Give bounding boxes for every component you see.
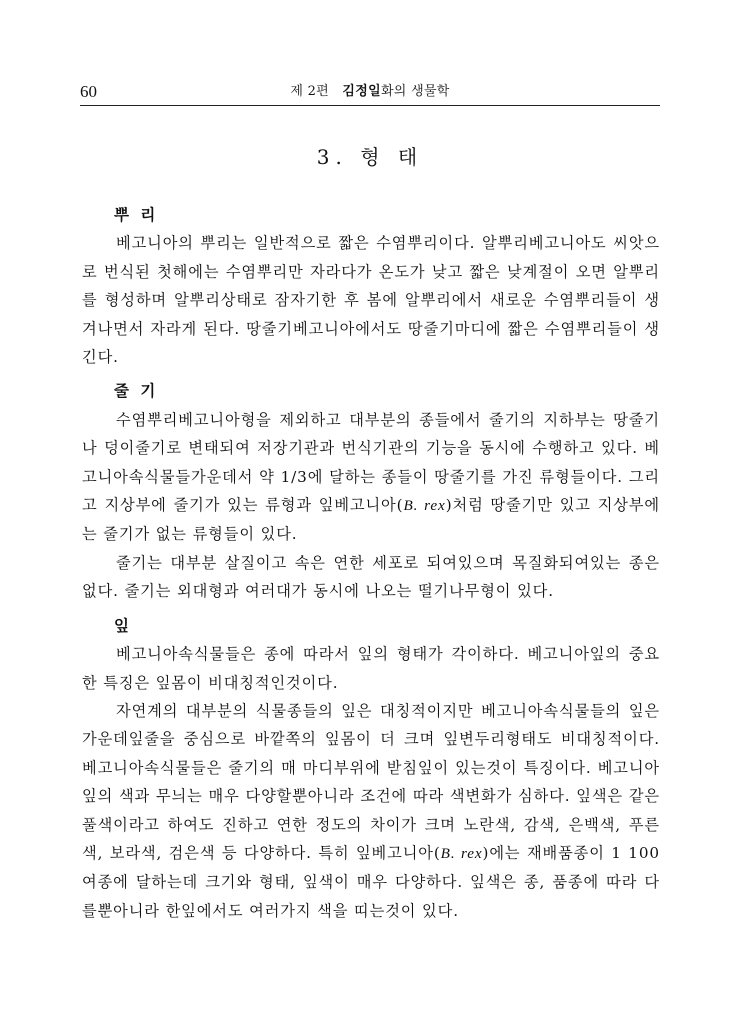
chapter-title: 3. 형 태: [316, 145, 424, 169]
leaf-text-close: ): [482, 843, 490, 862]
section-heading-roots: 뿌 리: [114, 205, 159, 224]
paragraph-roots: 베고니아의 뿌리는 일반적으로 짧은 수염뿌리이다. 알뿌리베고니아도 씨앗으로 번식된 첫해에는 수염뿌리만 자라다가 온도가 낮고 짧은 낮계절이 오면 알뿌리를 형성하며 알뿌리상태로 잠자기한 후 봄에 알뿌리에서 새로운 수염뿌리들이 생겨나면서 자라게 된다. 땅줄기베고니아에서도 땅줄기마디에 짧은 수염뿌리들이 생긴다.: [82, 234, 660, 367]
species-name: B. rex: [440, 844, 483, 862]
stem-text-a: 수염뿌리베고니아형을 제외하고 대부분의 종들에서 줄기의 지하부는 땅줄기나 덩이줄기로 변태되여 저장기관과 번식기관의 기능을 동시에 수행하고 있다. 베고니아속식물들가운데서 약 1/3에 달하는 종들이 땅줄기를 가진 류형들이다. 그리고 지상부에 줄기가 있는 류형과 잎베고니아(: [82, 410, 660, 515]
body-text: [82, 201, 660, 925]
part-title-bold: 김정일: [342, 84, 381, 99]
section-heading-stem: 줄 기: [114, 381, 159, 401]
paragraph-stem-2: 줄기는 대부분 살질이고 속은 연한 세포로 되여있으며 목질화되여있는 종은 없다. 줄기는 외대형과 여러대가 동시에 나오는 떨기나무형이 있다.: [82, 553, 660, 601]
running-head-title: [80, 82, 660, 102]
part-title-rest: 화의 생물학: [380, 84, 450, 99]
page-number: 60: [80, 82, 97, 101]
leaf-text-a: 자연계의 대부분의 식물종들의 잎은 대칭적이지만 베고니아속식물들의 잎은 가운데잎줄을 중심으로 바깥쪽의 잎몸이 더 크며 잎변두리형태도 비대칭적이다. 베고니아속식물들은 줄기의 매 마디부위에 받침잎이 있는것이 특징이다. 베고니아잎의 색과 무늬는 매우 다양할뿐아니라 조건에 따라 색변화가 심하다. 잎색은 같은 풀색이라고 하여도 진하고 연한 정도의 차이가 크며 노란색, 감색, 은백색, 푸른색, 보라색, 검은색 등 다양하다. 특히 잎베고니아(: [82, 701, 660, 862]
leaf-text-b: 에는 재배품종이 1 100여종에 달하는데 크기와 형태, 잎색이 매우 다양하다. 잎색은 종, 품종에 따라 다를뿐아니라 한잎에서도 여러가지 색을 띠는것이 있다.: [82, 843, 660, 920]
species-name: B. rex: [403, 497, 446, 515]
part-label: 제 2편: [290, 84, 330, 99]
paragraph-leaf-2: [82, 697, 660, 925]
section-heading-leaf: 잎: [114, 615, 132, 635]
stem-text-b: )처럼 땅줄기만 있고 지상부에는 줄기가 없는 류형들이 있다.: [82, 496, 660, 544]
paragraph-leaf-1: 베고니아속식물들은 종에 따라서 잎의 형태가 각이하다. 베고니아잎의 중요한 특징은 잎몸이 비대칭적인것이다.: [82, 645, 660, 692]
paragraph-stem-1: [82, 406, 660, 549]
running-header: [80, 81, 660, 106]
